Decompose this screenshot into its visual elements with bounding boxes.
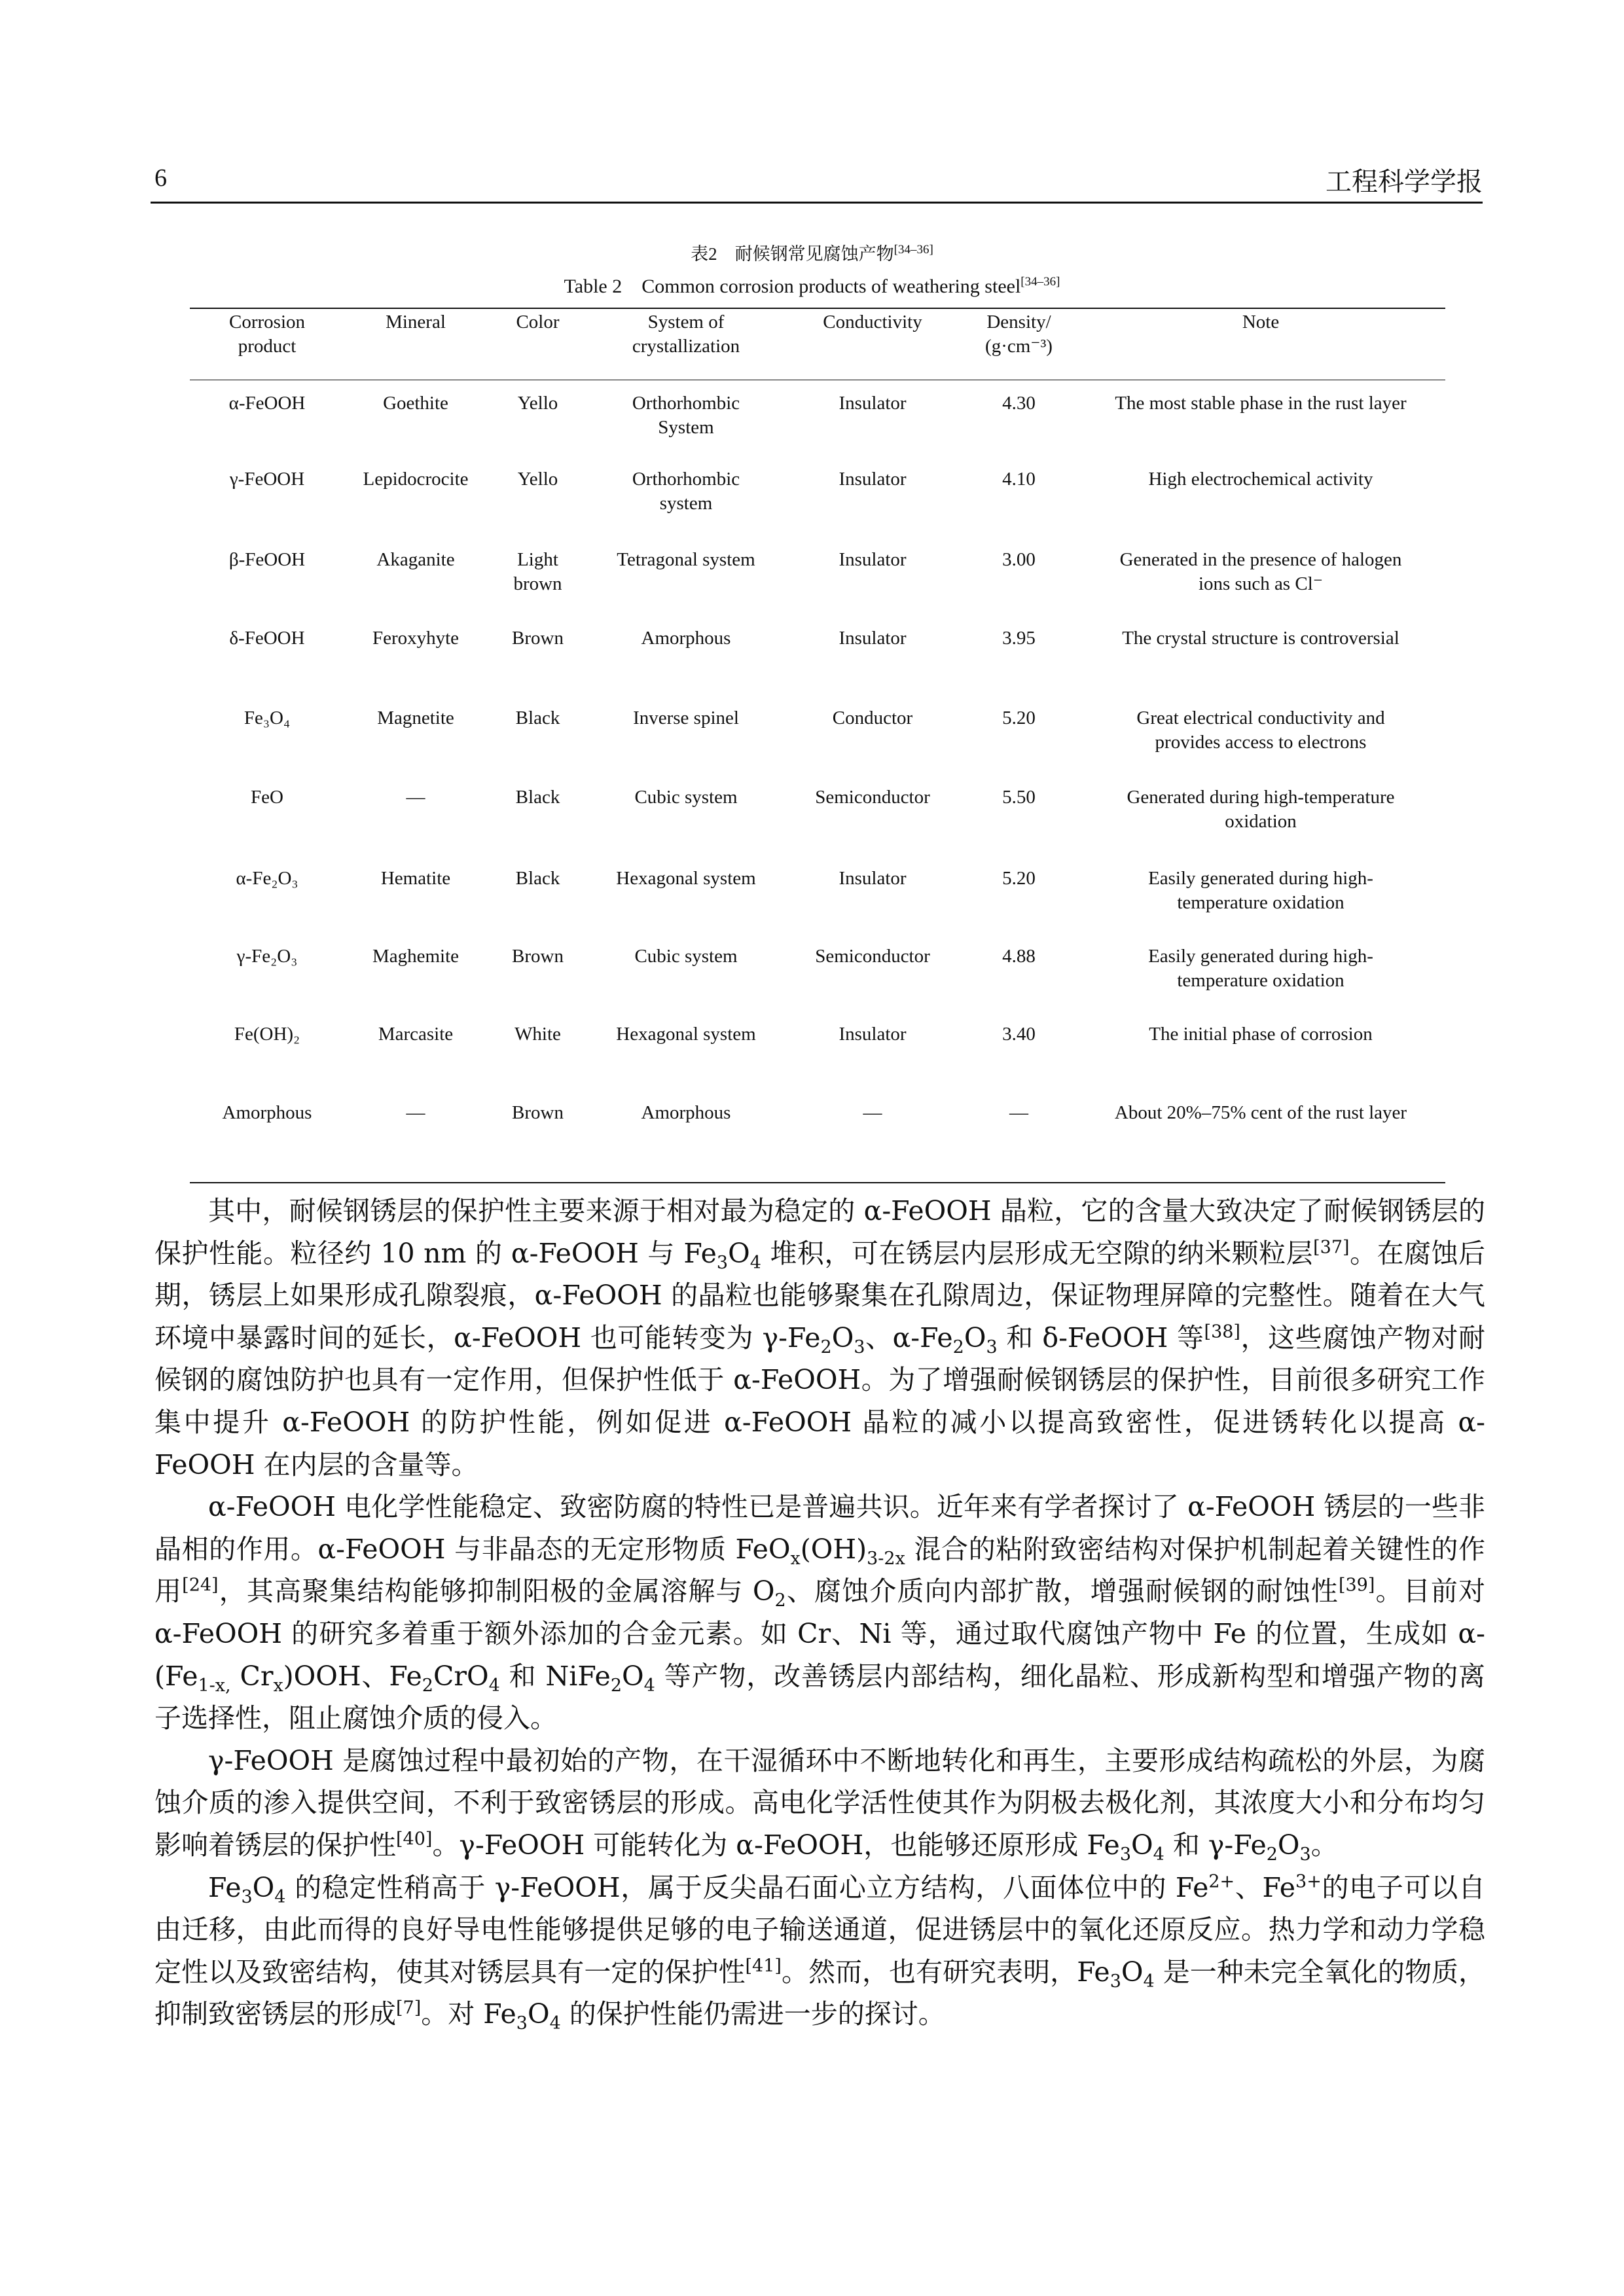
cell-color: Black	[515, 708, 560, 728]
table-row	[190, 615, 1445, 694]
corrosion-products-table	[190, 309, 1445, 1168]
cell-color: Yello	[517, 469, 558, 490]
cell-system: Hexagonal system	[616, 1024, 756, 1045]
table-caption-cn-text: 表2 耐候钢常见腐蚀产物	[691, 244, 894, 264]
cell-mineral: —	[406, 1102, 425, 1123]
cell-system: Orthorhombic System	[632, 393, 740, 438]
cell-color: Light brown	[513, 549, 562, 594]
paragraph-2: α-FeOOH 电化学性能稳定、致密防腐的特性已是普遍共识。近年来有学者探讨了 α-FeOOH 锈层的一些非晶相的作用。α-FeOOH 与非晶态的无定形物质 $FeO_x(OH)_{3-2x}$ 混合的粘附致密结构对保护机制起着关键性的作用[24]，其高聚集结构能够抑制阳极的金属溶解与 $O_2$、腐蚀介质向内部扩散，增强耐候钢的耐蚀性[39]。目前对 α-FeOOH 的研究多着重于额外添加的合金元素。如 Cr、Ni 等，通过取代腐蚀产物中 Fe 的位置，生成如 $\alpha-(Fe_{1-x,}$ $Cr_x)OOH$、$Fe_2CrO_4$ 和 $NiFe_2O_4$ 等产物，改善锈层内部结构，细化晶粒、形成新构型和增强产物的离子选择性，阻止腐蚀介质的侵入。	[154, 1491, 1486, 1734]
cell-system: Cubic system	[634, 946, 738, 967]
table-row	[190, 694, 1445, 774]
citation: [40]	[396, 1829, 433, 1850]
cell-note: The most stable phase in the rust layer	[1115, 393, 1407, 414]
column-header-product: Corrosion product	[229, 312, 305, 357]
cell-conductivity: Insulator	[839, 393, 907, 414]
cell-density: 4.88	[1002, 946, 1036, 967]
cell-product: α-FeOOH	[228, 393, 306, 414]
table-row	[190, 380, 1445, 456]
cell-note: The initial phase of corrosion	[1149, 1024, 1373, 1045]
table-row	[190, 456, 1445, 536]
cell-product: Amorphous	[222, 1102, 312, 1123]
cell-color: Brown	[512, 1102, 564, 1123]
cell-density: 4.30	[1002, 393, 1036, 414]
cell-conductivity: Semiconductor	[815, 787, 930, 808]
cell-product: α-Fe₂O₃	[236, 868, 298, 889]
citation: [7]	[396, 1998, 422, 2018]
cell-note: High electrochemical activity	[1148, 469, 1373, 490]
cell-conductivity: Insulator	[839, 868, 907, 889]
cell-conductivity: Semiconductor	[815, 946, 930, 967]
cell-mineral: Lepidocrocite	[363, 469, 469, 490]
column-header-system: System of crystallization	[632, 312, 740, 357]
cell-mineral: Maghemite	[372, 946, 460, 967]
cell-conductivity: Insulator	[839, 1024, 907, 1045]
cell-color: Brown	[512, 946, 564, 967]
cell-note: About 20%–75% cent of the rust layer	[1114, 1102, 1407, 1123]
header-rule	[151, 202, 1483, 204]
cell-system: Orthorhombic system	[632, 469, 740, 514]
cell-density: 5.20	[1002, 708, 1036, 728]
table-row	[190, 536, 1445, 615]
cell-product: β-FeOOH	[228, 549, 306, 570]
cell-conductivity: —	[863, 1102, 882, 1123]
cell-mineral: Magnetite	[377, 708, 454, 728]
cell-color: White	[514, 1024, 561, 1045]
cell-mineral: Goethite	[383, 393, 448, 414]
cell-conductivity: Insulator	[839, 628, 907, 649]
cell-product: Fe₃O₄	[244, 708, 291, 728]
page-number: 6	[154, 164, 167, 192]
table-row	[190, 774, 1445, 855]
cell-system: Hexagonal system	[616, 868, 756, 889]
cell-mineral: —	[406, 787, 425, 808]
body-text	[154, 1190, 1485, 2036]
cell-note: The crystal structure is controversial	[1122, 628, 1399, 649]
table-row	[190, 855, 1445, 933]
cell-product: γ-Fe₂O₃	[236, 946, 298, 967]
cell-system: Tetragonal system	[617, 549, 755, 570]
paragraph-4: $Fe_3O_4$ 的稳定性稍高于 γ-FeOOH，属于反尖晶石面心立方结构，八面体位中的 $Fe^{2+}$、$Fe^{3+}$的电子可以自由迁移，由此而得的良好导电性能够提供足够的电子输送通道，促进锈层中的氧化还原反应。热力学和动力学稳定性以及致密结构，使其对锈层具有一定的保护性[41]。然而，也有研究表明，$Fe_3O_4$ 是一种未完全氧化的物质，抑制致密锈层的形成[7]。对 $Fe_3O_4$ 的保护性能仍需进一步的探讨。	[154, 1871, 1485, 2034]
table-caption-cn-ref: [34–36]	[893, 243, 933, 257]
cell-note: Easily generated during high-temperature oxidation	[1148, 868, 1373, 913]
cell-conductivity: Insulator	[839, 469, 907, 490]
column-header-conductivity: Conductivity	[823, 312, 922, 332]
cell-system: Inverse spinel	[633, 708, 739, 728]
journal-name: 工程科学学报	[1326, 167, 1483, 196]
column-header-note: Note	[1242, 312, 1280, 332]
cell-product: γ-FeOOH	[229, 469, 305, 490]
table-caption-en	[0, 270, 1624, 298]
cell-note: Generated in the presence of halogen ions such as Cl⁻	[1119, 549, 1402, 594]
cell-density: 4.10	[1002, 469, 1036, 490]
cell-product: FeO	[251, 787, 283, 808]
cell-product: δ-FeOOH	[229, 628, 305, 649]
table-caption-en-ref: [34–36]	[1020, 275, 1060, 289]
cell-conductivity: Conductor	[832, 708, 913, 728]
table-row	[190, 933, 1445, 1011]
cell-density: 3.40	[1002, 1024, 1036, 1045]
cell-mineral: Feroxyhyte	[372, 628, 460, 649]
column-header-mineral: Mineral	[386, 312, 446, 332]
paragraph-3: γ-FeOOH 是腐蚀过程中最初始的产物，在干湿循环中不断地转化和再生，主要形成结构疏松的外层，为腐蚀介质的渗入提供空间，不利于致密锈层的形成。高电化学活性使其作为阴极去极化剂，其浓度大小和分布均匀影响着锈层的保护性[40]。γ-FeOOH 可能转化为 α-FeOOH，也能够还原形成 $Fe_3O_4$ 和 $\gamma-Fe_2O_3$。	[154, 1744, 1485, 1865]
cell-system: Amorphous	[641, 628, 731, 649]
cell-density: 3.00	[1002, 549, 1036, 570]
cell-conductivity: Insulator	[839, 549, 907, 570]
cell-note: Generated during high-temperature oxidation	[1127, 787, 1395, 832]
citation: [41]	[745, 1956, 782, 1977]
cell-density: 5.50	[1002, 787, 1036, 808]
table-bottom-rule	[190, 1182, 1445, 1183]
citation: [24]	[182, 1575, 219, 1596]
cell-system: Cubic system	[634, 787, 738, 808]
cell-color: Yello	[517, 393, 558, 414]
cell-mineral: Akaganite	[376, 549, 455, 570]
cell-density: 3.95	[1002, 628, 1036, 649]
cell-mineral: Marcasite	[378, 1024, 454, 1045]
cell-note: Easily generated during high-temperature oxidation	[1148, 946, 1373, 991]
citation: [39]	[1338, 1575, 1375, 1596]
paragraph-1: 其中，耐候钢锈层的保护性主要来源于相对最为稳定的 α-FeOOH 晶粒，它的含量大致决定了耐候钢锈层的保护性能。粒径约 10 nm 的 α-FeOOH 与 $Fe_3O_4$ 堆积，可在锈层内层形成无空隙的纳米颗粒层[37]。在腐蚀后期，锈层上如果形成孔隙裂痕，α-FeOOH 的晶粒也能够聚集在孔隙周边，保证物理屏障的完整性。随着在大气环境中暴露时间的延长，α-FeOOH 也可能转变为 $\gamma-Fe_2O_3$、$\alpha-Fe_2O_3$ 和 δ-FeOOH 等[38]，这些腐蚀产物对耐候钢的腐蚀防护也具有一定作用，但保护性低于 α-FeOOH。为了增强耐候钢锈层的保护性，目前很多研究工作集中提升 α-FeOOH 的防护性能，例如促进 α-FeOOH 晶粒的减小以提高致密性，促进锈转化以提高 α-FeOOH 在内层的含量等。	[154, 1195, 1486, 1480]
table-row	[190, 1011, 1445, 1089]
cell-density: 5.20	[1002, 868, 1036, 889]
table-header-row	[190, 309, 1445, 380]
column-header-density: Density/ (g·cm⁻³)	[985, 312, 1053, 357]
table-row	[190, 1089, 1445, 1168]
cell-system: Amorphous	[641, 1102, 731, 1123]
table-caption-cn	[0, 240, 1624, 265]
citation: [38]	[1204, 1321, 1240, 1342]
table-caption-en-text: Table 2 Common corrosion products of weathering steel	[564, 276, 1021, 297]
cell-product: Fe(OH)₂	[234, 1024, 300, 1045]
cell-color: Black	[515, 787, 560, 808]
column-header-color: Color	[516, 312, 560, 332]
cell-color: Brown	[512, 628, 564, 649]
citation: [37]	[1313, 1236, 1350, 1257]
cell-density: —	[1009, 1102, 1028, 1123]
cell-color: Black	[515, 868, 560, 889]
cell-note: Great electrical conductivity and provides access to electrons	[1136, 708, 1385, 753]
cell-mineral: Hematite	[380, 868, 451, 889]
